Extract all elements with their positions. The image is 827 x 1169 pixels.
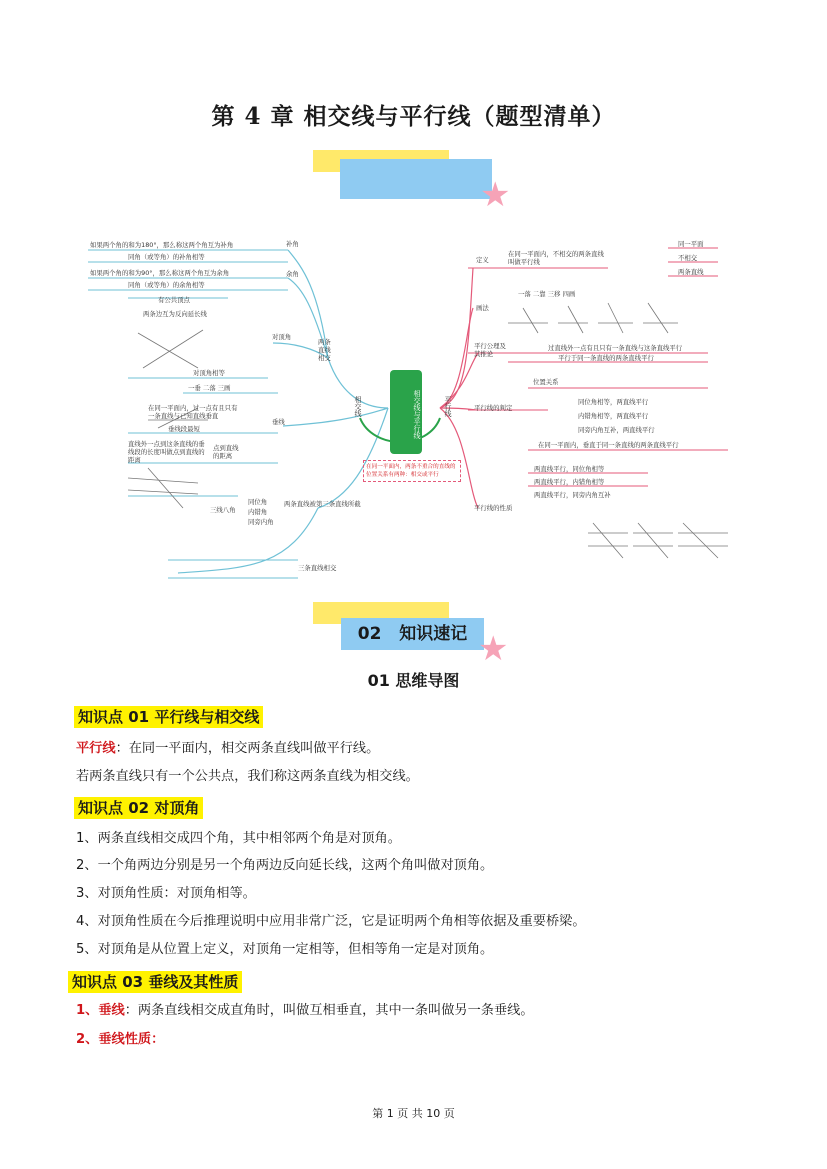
- mm-leaf: 在同一平面内，不相交的两条直线叫做平行线: [508, 250, 604, 266]
- mm-node-axiom: 平行公理及其推论: [474, 342, 506, 358]
- kp3-item1-term: 1、垂线: [76, 1003, 125, 1018]
- mm-leaf: 内错角: [248, 508, 268, 516]
- mm-leaf: 直线外一点到这条直线的垂线段的长度叫做点到直线的距离: [128, 440, 205, 464]
- mind-map-center: 相交线与平行线: [390, 370, 422, 454]
- kp3-item2: [76, 1031, 164, 1049]
- mm-leaf: 如果两个角的和为90°，那么称这两个角互为余角: [90, 269, 230, 277]
- kp3-heading-wrap: [68, 971, 242, 992]
- mm-leaf: 垂线段最短: [168, 425, 200, 433]
- kp3-item1-def: ：两条直线相交成直角时，叫做互相垂直，其中一条叫做另一条垂线。: [124, 1003, 534, 1018]
- mm-leaf: 点到直线的距离: [213, 444, 239, 460]
- mm-leaf: 两直线平行，同旁内角互补: [534, 491, 611, 499]
- mm-node-three-lines: 两条直线被第三条直线所截: [284, 500, 361, 508]
- page-title: 第 4 章 相交线与平行线（题型清单）: [211, 103, 616, 130]
- kp2-item: 5、对顶角是从位置上定义，对顶角一定相等，但相等角一定是对顶角。: [76, 942, 494, 957]
- mm-leaf: 两条直线: [678, 268, 704, 276]
- banner-blue-block: [340, 159, 492, 199]
- kp2-item: 4、对顶角性质在今后推理说明中应用非常广泛，它是证明两个角相等依据及重要桥梁。: [76, 914, 586, 929]
- section-number: 02: [357, 624, 382, 644]
- kp1-def: [76, 740, 379, 758]
- mm-leaf: 位置关系: [533, 378, 559, 386]
- kp2-heading: 知识点 02 对顶角: [74, 797, 203, 819]
- kp2-item: 2、一个角两边分别是另一个角两边反向延长线，这两个角叫做对顶角。: [76, 858, 494, 873]
- mm-node-judgement: 平行线的判定: [474, 404, 513, 412]
- mm-leaf: 内错角相等，两直线平行: [578, 412, 649, 420]
- mm-node-supplementary: 补角: [286, 240, 299, 248]
- page-footer: 第 1 页 共 10 页: [372, 1107, 455, 1120]
- mm-leaf: 两条边互为反向延长线: [143, 310, 207, 318]
- mm-node-two-lines-cross: 两条直线相交: [318, 338, 331, 362]
- mm-leaf: 有公共顶点: [158, 296, 190, 304]
- mm-leaf: 同一平面: [678, 240, 704, 248]
- mm-leaf: 同位角: [248, 498, 268, 506]
- mm-node-complementary: 余角: [286, 270, 299, 278]
- mm-leaf: 不相交: [678, 254, 698, 262]
- mm-node-three-cross: 三条直线相交: [298, 564, 337, 572]
- kp2-item: 1、两条直线相交成四个角，其中相邻两个角是对顶角。: [76, 831, 401, 846]
- mm-leaf: 同旁内角: [248, 518, 274, 526]
- star-icon: ★: [478, 629, 509, 669]
- mm-leaf: 同角（或等角）的余角相等: [128, 281, 205, 289]
- kp1-term: 平行线: [76, 741, 116, 756]
- mm-node-definition: 定义: [476, 256, 489, 264]
- mm-leaf: 对顶角相等: [193, 369, 225, 377]
- star-icon: ★: [480, 175, 511, 215]
- subheading: 01 思维导图: [367, 671, 460, 690]
- mm-leaf: 过直线外一点有且只有一条直线与这条直线平行: [548, 344, 683, 352]
- kp1-def-text: ：在同一平面内，相交两条直线叫做平行线。: [115, 741, 380, 756]
- kp3-item1: [76, 1002, 534, 1020]
- mm-leaf: 同旁内角互补，两直线平行: [578, 426, 655, 434]
- mm-leaf: 如果两个角的和为180°，那么称这两个角互为补角: [90, 241, 234, 249]
- mm-leaf: 两直线平行，同位角相等: [534, 465, 605, 473]
- mm-leaf: 一落 二靠 三移 四画: [518, 290, 576, 298]
- kp1-heading: 知识点 01 平行线与相交线: [74, 706, 263, 728]
- mm-node-perpendicular: 垂线: [272, 418, 285, 426]
- kp3-item2-term: 2、垂线性质：: [76, 1032, 165, 1047]
- kp2-item: 3、对顶角性质：对顶角相等。: [76, 886, 256, 901]
- mind-map-left-main: 相交线: [354, 396, 362, 417]
- mind-map-center-note: 在同一平面内，两条不重合的直线的位置关系有两种：相交或平行: [363, 460, 461, 482]
- kp2-heading-wrap: [74, 797, 203, 818]
- mind-map-right-main: 平行线: [444, 396, 452, 417]
- mm-leaf: 在同一平面内，过一点有且只有一条直线与已知直线垂直: [148, 404, 238, 420]
- kp1-heading-wrap: [74, 706, 263, 727]
- kp1-line2: 若两条直线只有一个公共点，我们称这两条直线为相交线。: [76, 769, 419, 784]
- mm-node-property: 平行线的性质: [474, 504, 513, 512]
- mm-leaf: 两直线平行，内错角相等: [534, 478, 605, 486]
- mm-node-vertical: 对顶角: [272, 333, 292, 341]
- mm-node-drawing: 画法: [476, 304, 489, 312]
- section-header: [341, 618, 484, 650]
- mind-map: [88, 228, 740, 580]
- mm-leaf: 在同一平面内，垂直于同一条直线的两条直线平行: [538, 441, 679, 449]
- mm-leaf: 同角（或等角）的补角相等: [128, 253, 205, 261]
- mm-leaf: 平行于同一条直线的两条直线平行: [558, 354, 654, 362]
- section-label: 知识速记: [399, 624, 468, 644]
- mm-leaf: 三线八角: [210, 506, 236, 514]
- kp3-heading: 知识点 03 垂线及其性质: [68, 971, 242, 993]
- mm-leaf: 同位角相等，两直线平行: [578, 398, 649, 406]
- mm-leaf: 一垂 二落 三画: [188, 384, 231, 392]
